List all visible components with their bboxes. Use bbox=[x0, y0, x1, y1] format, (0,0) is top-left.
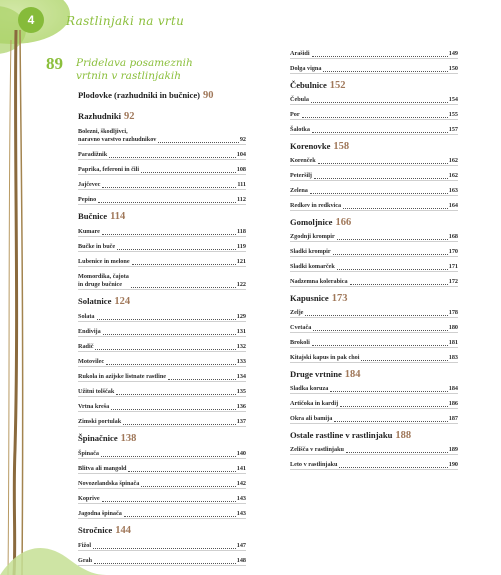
leader-dots bbox=[128, 471, 235, 472]
toc-entry[interactable] bbox=[78, 128, 246, 145]
leader-dots bbox=[95, 349, 235, 350]
toc-section-heading[interactable] bbox=[78, 111, 246, 122]
entry-label: Užitni tolščak bbox=[78, 388, 115, 395]
toc-entry[interactable] bbox=[78, 450, 246, 459]
toc-entry[interactable] bbox=[290, 309, 458, 318]
toc-entry[interactable] bbox=[290, 248, 458, 257]
tree-trunk bbox=[14, 30, 17, 575]
entry-label: Cvetača bbox=[290, 324, 312, 331]
toc-group bbox=[78, 111, 246, 205]
leader-dots bbox=[131, 287, 236, 288]
toc-entry[interactable] bbox=[78, 166, 246, 175]
leader-dots bbox=[141, 172, 236, 173]
entry-page: 108 bbox=[236, 166, 246, 173]
entry-label: Sladki krompir bbox=[290, 248, 331, 255]
entry-label: Por bbox=[290, 111, 300, 118]
entry-label: Leto v rastlinjaku bbox=[290, 461, 338, 468]
entry-label: Motovilec bbox=[78, 358, 105, 365]
toc-entry[interactable] bbox=[78, 495, 246, 504]
section-label: Ostale rastline v rastlinjaku bbox=[290, 430, 393, 440]
leader-dots bbox=[311, 102, 448, 103]
toc-group bbox=[290, 293, 458, 363]
toc-group bbox=[290, 369, 458, 424]
entry-page: 111 bbox=[237, 181, 246, 188]
entry-page: 122 bbox=[236, 281, 246, 288]
entry-label: Artičoka in kardij bbox=[290, 400, 339, 407]
leader-dots bbox=[312, 56, 448, 57]
toc-group bbox=[290, 217, 458, 287]
section-label: Bučnice bbox=[78, 211, 108, 221]
leader-dots bbox=[350, 284, 448, 285]
entry-page: 187 bbox=[448, 415, 458, 422]
leader-dots bbox=[346, 452, 448, 453]
entry-label: Blitva ali mangold bbox=[78, 465, 127, 472]
page-number: 4 bbox=[27, 13, 35, 27]
leader-dots bbox=[313, 330, 447, 331]
section-label: Razhudniki bbox=[78, 111, 121, 121]
leader-dots bbox=[305, 315, 447, 316]
entry-label: Arašidi bbox=[290, 50, 310, 57]
leader-dots bbox=[337, 269, 448, 270]
entry-page: 92 bbox=[239, 136, 246, 143]
leader-dots bbox=[102, 234, 236, 235]
toc-entry[interactable] bbox=[290, 415, 458, 424]
entry-page: 142 bbox=[236, 480, 246, 487]
leader-dots bbox=[101, 456, 236, 457]
toc-entry[interactable] bbox=[78, 465, 246, 474]
entry-page: 162 bbox=[448, 157, 458, 164]
leader-dots bbox=[116, 394, 235, 395]
entry-label: Kitajski kapus in pak choi bbox=[290, 354, 360, 361]
toc-entry[interactable] bbox=[290, 446, 458, 455]
toc-group bbox=[78, 211, 246, 290]
entry-page: 181 bbox=[448, 339, 458, 346]
toc-entry[interactable] bbox=[290, 157, 458, 166]
toc-section-heading[interactable] bbox=[290, 217, 458, 228]
leader-dots bbox=[141, 486, 235, 487]
leader-dots bbox=[333, 254, 448, 255]
toc-entry[interactable] bbox=[78, 403, 246, 412]
entry-page: 134 bbox=[236, 373, 246, 380]
section-page: 144 bbox=[115, 525, 131, 536]
section-page: 188 bbox=[395, 430, 412, 441]
leader-dots bbox=[102, 501, 236, 502]
entry-label: Špinača bbox=[78, 450, 99, 457]
entry-page: 170 bbox=[448, 248, 458, 255]
entry-page: 118 bbox=[237, 228, 246, 235]
toc-entry[interactable] bbox=[78, 258, 246, 267]
entry-label: Peteršilj bbox=[290, 172, 312, 179]
section-page: 138 bbox=[120, 433, 137, 444]
entry-page: 183 bbox=[448, 354, 458, 361]
entry-page: 147 bbox=[236, 542, 246, 549]
toc-entry[interactable] bbox=[290, 263, 458, 272]
entry-page: 157 bbox=[448, 126, 458, 133]
section-page: 114 bbox=[110, 211, 126, 222]
entry-page: 178 bbox=[448, 309, 458, 316]
leader-dots bbox=[124, 516, 236, 517]
entry-page: 171 bbox=[448, 263, 458, 270]
chapter-title: Pridelava posameznih vrtnin v rastlinjakih bbox=[76, 57, 193, 82]
leader-dots bbox=[94, 563, 236, 564]
entry-page: 168 bbox=[448, 233, 458, 240]
entry-page: 119 bbox=[237, 243, 246, 250]
entry-label: Zelena bbox=[290, 187, 308, 194]
toc-entry[interactable] bbox=[290, 126, 458, 135]
section-label: Solatnice bbox=[78, 296, 112, 306]
toc-section-heading[interactable] bbox=[290, 80, 458, 91]
leader-dots bbox=[97, 319, 236, 320]
entry-label: Brokoli bbox=[290, 339, 310, 346]
toc-entry[interactable] bbox=[290, 187, 458, 196]
leader-dots bbox=[302, 117, 448, 118]
leader-dots bbox=[323, 71, 447, 72]
entry-label: Fižol bbox=[78, 542, 92, 549]
toc-entry[interactable] bbox=[78, 273, 246, 290]
entry-label: Grah bbox=[78, 557, 93, 564]
toc-entry[interactable] bbox=[78, 343, 246, 352]
toc-entry[interactable] bbox=[290, 324, 458, 333]
running-title: Rastlinjaki na vrtu bbox=[66, 14, 185, 28]
entry-label: Sladki komarček bbox=[290, 263, 335, 270]
toc-section-heading[interactable] bbox=[290, 430, 458, 441]
entry-label: Radič bbox=[78, 343, 94, 350]
toc-entry[interactable] bbox=[78, 373, 246, 382]
entry-page: 121 bbox=[236, 258, 246, 265]
entry-label: Dolga vigna bbox=[290, 65, 322, 72]
entry-label: Okra ali bamija bbox=[290, 415, 333, 422]
toc-entry[interactable] bbox=[78, 510, 246, 519]
leader-dots bbox=[334, 421, 447, 422]
entry-page: 163 bbox=[448, 187, 458, 194]
entry-label: Vrtna kreša bbox=[78, 403, 110, 410]
entry-page: 132 bbox=[236, 343, 246, 350]
entry-label: Čebula bbox=[290, 96, 309, 103]
toc-entry[interactable] bbox=[290, 111, 458, 120]
entry-page: 148 bbox=[236, 557, 246, 564]
entry-label: Koprive bbox=[78, 495, 100, 502]
section-label: Čebulnice bbox=[290, 80, 327, 90]
entry-label: Jagodna špinača bbox=[78, 510, 122, 517]
entry-page: 129 bbox=[236, 313, 246, 320]
toc-entry[interactable] bbox=[290, 400, 458, 409]
leader-dots bbox=[103, 334, 236, 335]
toc-entry[interactable] bbox=[78, 557, 246, 566]
toc-right-column bbox=[290, 50, 458, 476]
entry-label: Novozelandska špinača bbox=[78, 480, 140, 487]
section-page: 158 bbox=[333, 141, 350, 152]
toc-entry[interactable] bbox=[78, 196, 246, 205]
entry-label: Paradižnik bbox=[78, 151, 108, 158]
entry-page: 162 bbox=[448, 172, 458, 179]
leader-dots bbox=[111, 409, 235, 410]
toc-entry[interactable] bbox=[290, 50, 458, 59]
entry-label: Momordika, čajota in druge bučnice bbox=[78, 273, 129, 288]
leader-dots bbox=[158, 142, 238, 143]
toc-section-heading[interactable] bbox=[78, 525, 246, 536]
toc-section-heading[interactable] bbox=[78, 211, 246, 222]
entry-label: Šalotka bbox=[290, 126, 310, 133]
entry-page: 149 bbox=[448, 50, 458, 57]
section-page: 184 bbox=[344, 369, 361, 380]
toc-entry[interactable] bbox=[290, 96, 458, 105]
toc-entry[interactable] bbox=[78, 228, 246, 237]
entry-label: Bolezni, škodljivci, naravno varstvo razhudnikov bbox=[78, 128, 157, 143]
entry-label: Zelje bbox=[290, 309, 304, 316]
toc-entry[interactable] bbox=[78, 388, 246, 397]
entry-page: 172 bbox=[448, 278, 458, 285]
toc-section-heading[interactable] bbox=[290, 141, 458, 152]
toc-group bbox=[290, 141, 458, 211]
leader-dots bbox=[123, 424, 236, 425]
toc-entry[interactable] bbox=[290, 233, 458, 242]
entry-label: Rukola in azijske listnate rastline bbox=[78, 373, 167, 380]
leader-dots bbox=[339, 467, 447, 468]
entry-label: Endivija bbox=[78, 328, 101, 335]
leader-dots bbox=[106, 364, 236, 365]
entry-page: 143 bbox=[236, 510, 246, 517]
entry-label: Bučke in buče bbox=[78, 243, 116, 250]
section-page: 166 bbox=[335, 217, 352, 228]
toc-entry[interactable] bbox=[290, 385, 458, 394]
toc-entry[interactable] bbox=[78, 328, 246, 337]
entry-label: Jajčevec bbox=[78, 181, 101, 188]
toc-entry[interactable] bbox=[290, 278, 458, 287]
entry-page: 143 bbox=[236, 495, 246, 502]
leader-dots bbox=[337, 239, 448, 240]
toc-left-column bbox=[78, 90, 246, 572]
toc-entry[interactable] bbox=[290, 461, 458, 470]
toc-group bbox=[78, 525, 246, 566]
entry-label: Kumare bbox=[78, 228, 100, 235]
entry-page: 112 bbox=[237, 196, 246, 203]
toc-section-heading[interactable] bbox=[290, 369, 458, 380]
section-page: 173 bbox=[331, 293, 348, 304]
entry-page: 131 bbox=[236, 328, 246, 335]
entry-label: Korenček bbox=[290, 157, 316, 164]
toc-entry[interactable] bbox=[78, 151, 246, 160]
section-label: Stročnice bbox=[78, 525, 113, 535]
toc-entry[interactable] bbox=[78, 181, 246, 190]
toc-entry[interactable] bbox=[290, 202, 458, 211]
leader-dots bbox=[314, 178, 448, 179]
chapter-number: 89 bbox=[46, 54, 63, 73]
section-page: 152 bbox=[329, 80, 346, 91]
entry-page: 150 bbox=[448, 65, 458, 72]
section-label: Kapusnice bbox=[290, 293, 329, 303]
entry-page: 155 bbox=[448, 111, 458, 118]
leader-dots bbox=[117, 249, 236, 250]
section-label: Korenovke bbox=[290, 141, 331, 151]
leader-dots bbox=[312, 345, 448, 346]
entry-label: Redkev in redkvica bbox=[290, 202, 342, 209]
leader-dots bbox=[310, 193, 448, 194]
leader-dots bbox=[102, 187, 236, 188]
toc-entry[interactable] bbox=[78, 358, 246, 367]
section-label: Gomoljnice bbox=[290, 217, 333, 227]
entry-page: 184 bbox=[448, 385, 458, 392]
section-label: Plodovke (razhudniki in bučnice) bbox=[78, 90, 201, 100]
entry-label: Zimski portulak bbox=[78, 418, 122, 425]
entry-page: 164 bbox=[448, 202, 458, 209]
entry-page: 180 bbox=[448, 324, 458, 331]
entry-page: 154 bbox=[448, 96, 458, 103]
section-page: 90 bbox=[203, 90, 214, 101]
entry-page: 135 bbox=[236, 388, 246, 395]
entry-label: Pepino bbox=[78, 196, 97, 203]
section-page: 124 bbox=[114, 296, 131, 307]
toc-section-heading[interactable] bbox=[78, 296, 246, 307]
leader-dots bbox=[343, 208, 448, 209]
toc-section-heading[interactable] bbox=[290, 293, 458, 304]
entry-page: 133 bbox=[236, 358, 246, 365]
entry-page: 104 bbox=[236, 151, 246, 158]
toc-group bbox=[78, 296, 246, 427]
entry-page: 136 bbox=[236, 403, 246, 410]
entry-label: Sladka koruza bbox=[290, 385, 329, 392]
leader-dots bbox=[109, 157, 235, 158]
toc-entry[interactable] bbox=[78, 243, 246, 252]
leader-dots bbox=[93, 548, 236, 549]
leader-dots bbox=[361, 360, 447, 361]
toc-entry[interactable] bbox=[78, 480, 246, 489]
toc-entry[interactable] bbox=[290, 65, 458, 74]
toc-entry[interactable] bbox=[290, 354, 458, 363]
entry-label: Lubenice in melone bbox=[78, 258, 130, 265]
section-label: Špinačnice bbox=[78, 433, 118, 443]
toc-entry[interactable] bbox=[78, 313, 246, 322]
leader-dots bbox=[330, 391, 447, 392]
entry-label: Zgodnji krompir bbox=[290, 233, 335, 240]
entry-label: Zelišča v rastlinjaku bbox=[290, 446, 344, 453]
leader-dots bbox=[132, 264, 236, 265]
entry-page: 186 bbox=[448, 400, 458, 407]
entry-label: Paprika, feferoni in čili bbox=[78, 166, 140, 173]
leader-dots bbox=[340, 406, 448, 407]
section-page: 92 bbox=[124, 111, 135, 122]
entry-label: Solata bbox=[78, 313, 95, 320]
toc-section-heading[interactable] bbox=[78, 433, 246, 444]
entry-page: 189 bbox=[448, 446, 458, 453]
toc-group bbox=[290, 80, 458, 135]
toc-section-plodovke[interactable] bbox=[78, 90, 246, 101]
leader-dots bbox=[312, 132, 448, 133]
toc-entry[interactable] bbox=[290, 339, 458, 348]
toc-entry[interactable] bbox=[290, 172, 458, 181]
leader-dots bbox=[168, 379, 236, 380]
entry-page: 141 bbox=[236, 465, 246, 472]
entry-label: Nadzemna kolerabica bbox=[290, 278, 348, 285]
toc-entry[interactable] bbox=[78, 542, 246, 551]
leader-dots bbox=[318, 163, 448, 164]
leader-dots bbox=[98, 202, 236, 203]
entry-page: 137 bbox=[236, 418, 246, 425]
toc-group bbox=[78, 433, 246, 519]
toc-group bbox=[290, 430, 458, 470]
entry-page: 140 bbox=[236, 450, 246, 457]
entry-page: 190 bbox=[448, 461, 458, 468]
section-label: Druge vrtnine bbox=[290, 369, 342, 379]
toc-entry[interactable] bbox=[78, 418, 246, 427]
